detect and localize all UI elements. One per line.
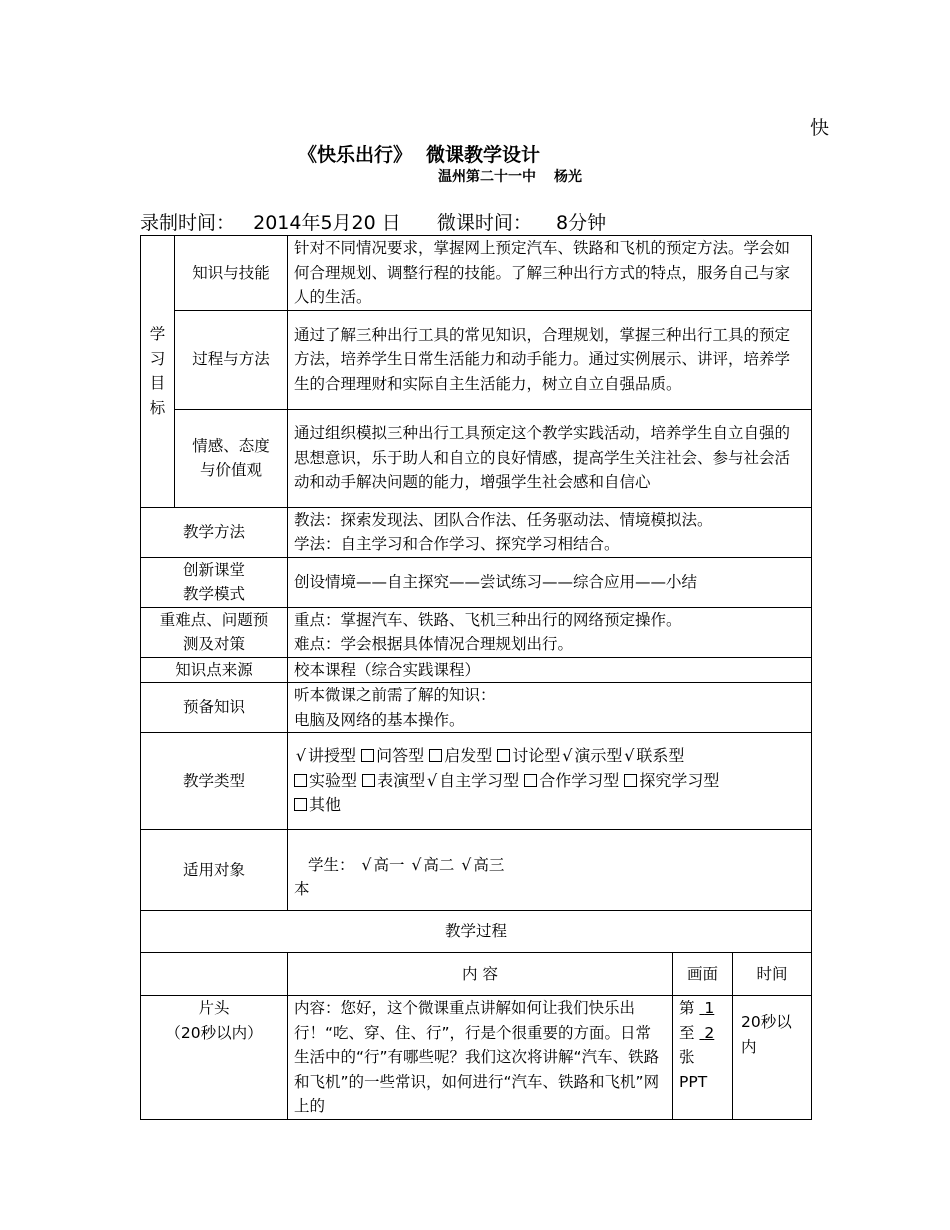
- audience-row: [141, 830, 812, 911]
- type-option: 实验型: [309, 770, 358, 790]
- source-row: [141, 657, 812, 683]
- type-option: 讨论型: [512, 746, 561, 766]
- checkbox-icon: [362, 774, 375, 787]
- process-phase-note: （20秒以内）: [165, 1023, 263, 1042]
- audience-grade: 高三: [473, 855, 505, 874]
- mode-content: 创设情境——自主探究——尝试练习——综合应用——小结: [288, 557, 812, 607]
- screen-unit: 张: [679, 1048, 695, 1066]
- objective-row-process: [141, 310, 812, 409]
- prereq-row: [141, 683, 812, 733]
- checkbox-icon: [429, 749, 442, 762]
- corner-char: 快: [810, 117, 830, 139]
- objective-label: 知识与技能: [175, 236, 288, 311]
- objective-content: 通过了解三种出行工具的常见知识，合理规划，掌握三种出行工具的预定方法，培养学生日常生活能力和动手能力。通过实例展示、讲评，培养学生的合理理财和实际自主生活能力，树立自立自强品质。: [288, 310, 812, 409]
- check-mark: √: [624, 746, 635, 766]
- screen-prefix: 第: [679, 999, 695, 1017]
- objective-row-attitude: [141, 409, 812, 507]
- audience-extra: 本: [294, 880, 310, 898]
- screen-ppt: PPT: [679, 1072, 708, 1091]
- difficulty-line: 难点：学会根据具体情况合理规划出行。: [294, 635, 574, 653]
- check-mark: √: [295, 746, 307, 766]
- audience-label: 适用对象: [141, 830, 288, 911]
- type-option: 问答型: [376, 746, 425, 766]
- process-phase: [141, 996, 288, 1120]
- objective-label: [175, 409, 288, 507]
- type-option: 合作学习型: [539, 770, 620, 790]
- difficulty-line: 重点：掌握汽车、铁路、飞机三种出行的网络预定操作。: [294, 610, 682, 629]
- page-title: [298, 140, 540, 167]
- process-time: 20秒以内: [733, 996, 812, 1120]
- process-header-content: 内 容: [288, 953, 673, 996]
- method-line: 教法：探索发现法、团队合作法、任务驱动法、情境模拟法。: [294, 510, 713, 529]
- type-option: 其他: [309, 795, 342, 815]
- check-mark: √: [461, 855, 472, 874]
- type-option: 自主学习型: [439, 770, 520, 790]
- mode-row: [141, 557, 812, 607]
- title-design: 微课教学设计: [426, 144, 541, 166]
- type-option: 讲授型: [308, 746, 357, 766]
- checkbox-icon: [497, 749, 510, 762]
- process-header-screen: 画面: [673, 953, 733, 996]
- screen-from: 1: [704, 999, 715, 1017]
- difficulty-content: [288, 607, 812, 657]
- types-label: 教学类型: [141, 733, 288, 830]
- method-content: [288, 507, 812, 557]
- type-option: 探究学习型: [639, 770, 720, 790]
- objective-label: 过程与方法: [175, 310, 288, 409]
- objective-row-knowledge: [141, 236, 812, 311]
- process-phase-name: 片头: [198, 999, 230, 1017]
- objective-label-line: 情感、态度: [192, 436, 270, 455]
- author-line: [438, 166, 582, 186]
- difficulty-label-line: 测及对策: [182, 635, 245, 653]
- lesson-design-table: [140, 235, 812, 1120]
- type-option: 演示型: [574, 746, 623, 766]
- mode-label-line: 创新课堂: [182, 560, 245, 579]
- author-name: 杨光: [554, 169, 582, 185]
- process-title: 教学过程: [141, 911, 812, 953]
- prereq-label: 预备知识: [141, 683, 288, 733]
- record-time-line: [140, 208, 606, 235]
- author-school: 温州第二十一中: [438, 169, 536, 185]
- type-option: 启发型: [444, 746, 493, 766]
- audience-student-label: 学生：: [308, 855, 355, 874]
- process-header-time: 时间: [733, 953, 812, 996]
- checkbox-icon: [361, 749, 374, 762]
- difficulty-label: [141, 607, 288, 657]
- types-row: [141, 733, 812, 830]
- record-label: 录制时间：: [140, 212, 236, 234]
- process-screen: [673, 996, 733, 1120]
- objective-content: 通过组织模拟三种出行工具预定这个教学实践活动，培养学生自立自强的思想意识，乐于助人和自立的良好情感，提高学生关注社会、参与社会活动和动手解决问题的能力，增强学生社会感和自信心: [288, 409, 812, 507]
- method-label: 教学方法: [141, 507, 288, 557]
- checkbox-icon: [524, 774, 537, 787]
- duration-value: 8分钟: [555, 212, 607, 234]
- prereq-line: 听本微课之前需了解的知识：: [294, 686, 496, 704]
- screen-mid: 至: [679, 1023, 695, 1042]
- source-label: 知识点来源: [141, 657, 288, 683]
- screen-to: 2: [704, 1023, 715, 1042]
- objectives-char: 学: [149, 325, 166, 344]
- checkbox-icon: [294, 798, 307, 811]
- duration-label: 微课时间：: [436, 212, 532, 234]
- objective-label-line: 与价值观: [199, 461, 262, 479]
- title-lesson: 《快乐出行》: [298, 144, 413, 166]
- objectives-group-label: [141, 236, 175, 508]
- checkbox-icon: [294, 774, 307, 787]
- difficulty-row: [141, 607, 812, 657]
- type-option: 联系型: [636, 746, 685, 766]
- mode-label-line: 教学模式: [182, 585, 245, 603]
- record-value: 2014年5月20 日: [253, 212, 401, 234]
- check-mark: √: [411, 855, 422, 874]
- process-title-row: [141, 911, 812, 953]
- source-content: 校本课程（综合实践课程）: [288, 657, 812, 683]
- prereq-line: 电脑及网络的基本操作。: [294, 710, 465, 729]
- audience-grade: 高二: [423, 855, 455, 874]
- check-mark: √: [427, 770, 438, 790]
- types-content: [288, 733, 812, 830]
- process-header-phase: [141, 953, 288, 996]
- objectives-char: 习: [149, 349, 166, 368]
- check-mark: √: [361, 855, 372, 874]
- mode-label: [141, 557, 288, 607]
- type-option: 表演型: [377, 770, 426, 790]
- difficulty-label-line: 重难点、问题预: [159, 610, 269, 629]
- check-mark: √: [562, 746, 573, 766]
- checkbox-icon: [624, 774, 637, 787]
- objective-content: 针对不同情况要求，掌握网上预定汽车、铁路和飞机的预定方法。学会如何合理规划、调整行程的技能。了解三种出行方式的特点，服务自己与家人的生活。: [288, 236, 812, 311]
- audience-content: [288, 830, 812, 911]
- method-line: 学法：自主学习和合作学习、探究学习相结合。: [294, 535, 620, 553]
- method-row: [141, 507, 812, 557]
- audience-grade: 高一: [373, 855, 405, 874]
- objectives-char: 目: [149, 374, 166, 393]
- process-row: [141, 996, 812, 1120]
- objectives-char: 标: [149, 398, 166, 417]
- prereq-content: [288, 683, 812, 733]
- process-content: 内容：您好，这个微课重点讲解如何让我们快乐出行！“吃、穿、住、行”，行是个很重要的方面。日常生活中的“行”有哪些呢？我们这次将讲解“汽车、铁路和飞机”的一些常识，如何进行“汽车、铁路和飞机”网上的: [288, 996, 673, 1120]
- process-header-row: [141, 953, 812, 996]
